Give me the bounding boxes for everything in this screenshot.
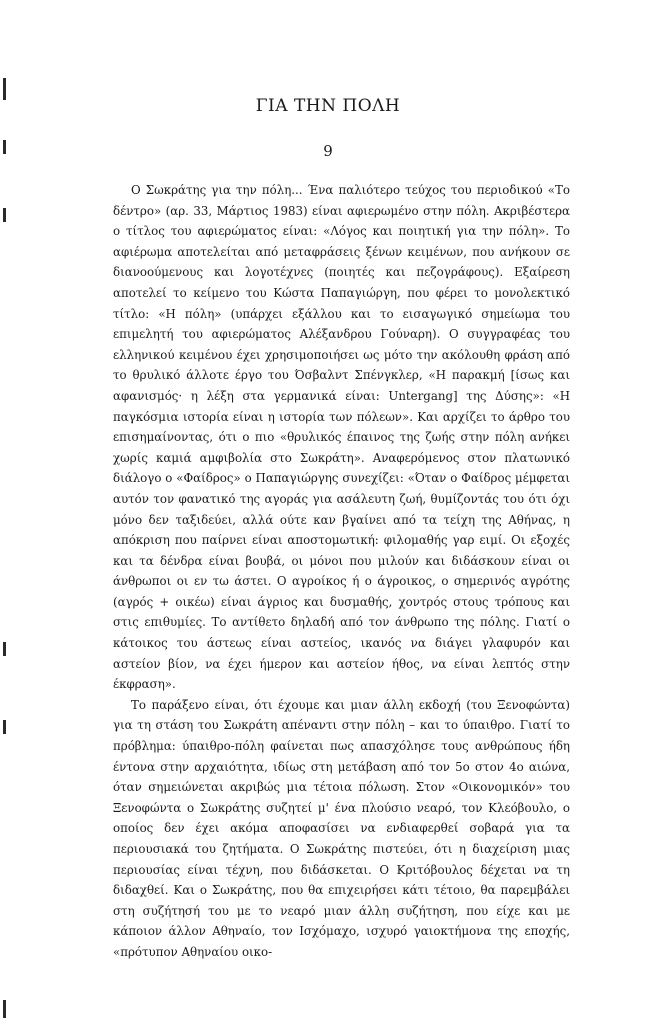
edge-mark [3, 208, 6, 222]
page-heading: ΓΙΑ ΤΗΝ ΠΟΛΗ [255, 96, 401, 116]
edge-mark [3, 1000, 6, 1018]
paragraph: Το παράξενο είναι, ότι έχουμε και μιαν άλλη εκδοχή (του Ξενοφώντα) για τη στάση του Σωκράτη απέναντι στην πόλη – και το ύπαιθρο. Γιατί το πρόβλημα: ύπαιθρο-πόλη φαίνεται πως απασχόλησε τους ανθρώπους ήδη έντονα στην αρχαιότητα, ιδίως στη μετάβαση από τον 5ο στον 4ο αιώνα, όταν σημειώνεται ακριβώς μια τέτοια πόλωση. Στον «Οικονομικόν» του Ξενοφώντα ο Σωκράτης συζητεί μ' ένα πλούσιο νεαρό, τον Κλεόβουλο, ο οποίος δεν έχει ακόμα αποφασίσει να ενδιαφερθεί σοβαρά για τα περιουσιακά του ζητήματα. Ο Σωκράτης πιστεύει, ότι η διαχείριση μιας περιουσίας είναι τέχνη, που διδάσκεται. Ο Κριτόβουλος δέχεται να τη διδαχθεί. Και ο Σωκράτης, που θα επιχειρήσει κάτι τέτοιο, θα παρεμβάλει στη συζήτησή του με το νεαρό μιαν άλλη συζήτηση, που είχε και με κάποιον άλλον Αθηναίο, τον Ισχόμαχο, ισχυρό γαιοκτήμονα της εποχής, «πρότυπον Αθηναίου οικο- [113, 697, 570, 959]
paragraph: Ο Σωκράτης για την πόλη... Ένα παλιότερο τεύχος του περιοδικού «Το δέντρο» (αρ. 33, Μάρτιος 1983) είναι αφιερωμένο στην πόλη. Ακριβέστερα ο τίτλος του αφιερώματος είναι: «Λόγος και ποιητική για την πόλη». Το αφιέρωμα αποτελείται από μεταφράσεις ξένων κειμένων, που ανήκουν σε διανοούμενους και λογοτέχνες (ποιητές και πεζογράφους). Εξαίρεση αποτελεί το κείμενο του Κώστα Παπαγιώργη, που φέρει το μονολεκτικό τίτλο: «Η πόλη» (υπάρχει εξάλλου και το εισαγωγικό σημείωμα του επιμελητή του αφιερώματος Αλέξανδρου Γούναρη). Ο συγγραφέας του ελληνικού κειμένου έχει χρησιμοποιήσει ως μότο την ακόλουθη φράση από το θρυλικό άλλοτε έργο του Όσβαλντ Σπένγκλερ, «Η παρακμή [ίσως και αφανισμός· η λέξη στα γερμανικά είναι: Untergang] της Δύσης»: «Η παγκόσμια ιστορία είναι η ιστορία των πόλεων». Και αρχίζει το άρθρο του επισημαίνοντας, ότι ο πιο «θρυλικός έπαινος της ζωής στην πόλη ανήκει χωρίς καμιά αμφιβολία στο Σωκράτη». Αναφερόμενος στον πλατωνικό διάλογο ο «Φαίδρος» ο Παπαγιώργης συνεχίζει: «Όταν ο Φαίδρος μέμφεται αυτόν τον φανατικό της αγοράς για ασάλευτη ζωή, θυμίζοντάς του ότι όχι μόνο δεν ταξιδεύει, αλλά ούτε καν βγαίνει από τα τείχη της Αθήνας, η απόκριση που παίρνει είναι αποστομωτική: φιλομαθής γαρ ειμί. Οι εξοχές και τα δένδρα είναι βουβά, οι μόνοι που μιλούν και διδάσκουν είναι οι άνθρωποι οι εν τω άστει. Ο αγροίκος ή ο άγροικος, ο σημερινός αγρότης (αγρός + οικέω) είναι άγριος και δυσμαθής, χοντρός στους τρόπους και στις επιθυμίες. Το αντίθετο δηλαδή από τον άνθρωπο της πόλης. Γιατί ο κάτοικος του άστεως είναι αστείος, ικανός να διάγει γλαφυρόν και αστείον βίον, να έχει ήμερον και αστείον ήθος, να είναι λεπτός στην έκφραση». [113, 183, 570, 692]
edge-mark [3, 720, 6, 734]
chapter-number: 9 [323, 142, 333, 160]
edge-mark [3, 642, 6, 656]
body-text [113, 180, 570, 963]
